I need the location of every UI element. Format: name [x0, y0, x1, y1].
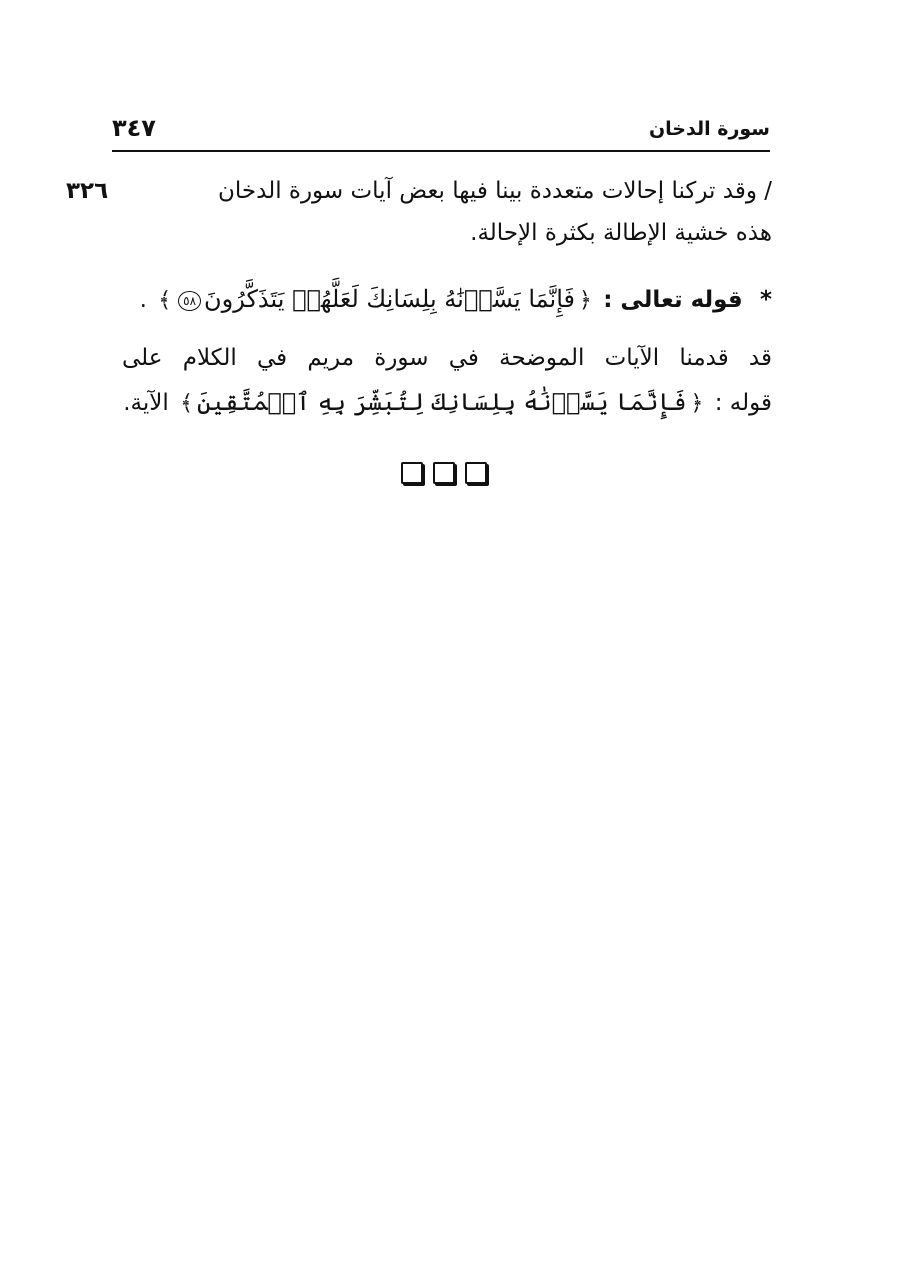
paragraph3-line1: قد قدمنا الآيات الموضحة في سورة مريم في الكلام على: [122, 345, 772, 371]
paragraph1-line2: هذه خشية الإطالة بكثرة الإحالة.: [470, 220, 772, 246]
page-reference: ٣٢٦: [66, 178, 109, 204]
line2-lead: قوله :: [714, 390, 772, 416]
square-icon: [433, 462, 455, 484]
verse-paragraph: [140, 285, 772, 313]
close-bracket: ﴾: [158, 288, 172, 313]
quran-verse: فَإِنَّمَا يَسَّرۡنَٰهُ بِلِسَانِكَ لِتُبَشِّرَ بِهِ ٱلۡمُتَّقِينَ: [197, 388, 687, 416]
ayah-number: ٥٨: [178, 291, 201, 311]
square-icon: [401, 462, 423, 484]
verse-intro: قوله تعالى :: [603, 287, 743, 313]
paragraph1-line1: / وقد تركنا إحالات متعددة بينا فيها بعض آيات سورة الدخان: [218, 178, 772, 204]
open-bracket: ﴿: [690, 391, 704, 416]
paragraph3-line2: [123, 388, 772, 416]
open-bracket: ﴿: [579, 288, 592, 313]
page-number: ٣٤٧: [112, 114, 156, 142]
page-header: [112, 112, 770, 152]
section-end-marks: [401, 462, 497, 484]
line2-tail: الآية.: [123, 390, 169, 416]
quran-verse: فَإِنَّمَا يَسَّرۡنَٰهُ بِلِسَانِكَ لَعَلَّهُمۡ يَتَذَكَّرُونَ: [204, 285, 576, 313]
close-bracket: ﴾: [180, 391, 193, 416]
verse-trail: .: [139, 287, 147, 313]
square-icon: [465, 462, 487, 484]
surah-title: سورة الدخان: [648, 118, 770, 140]
star-icon: *: [759, 287, 772, 313]
